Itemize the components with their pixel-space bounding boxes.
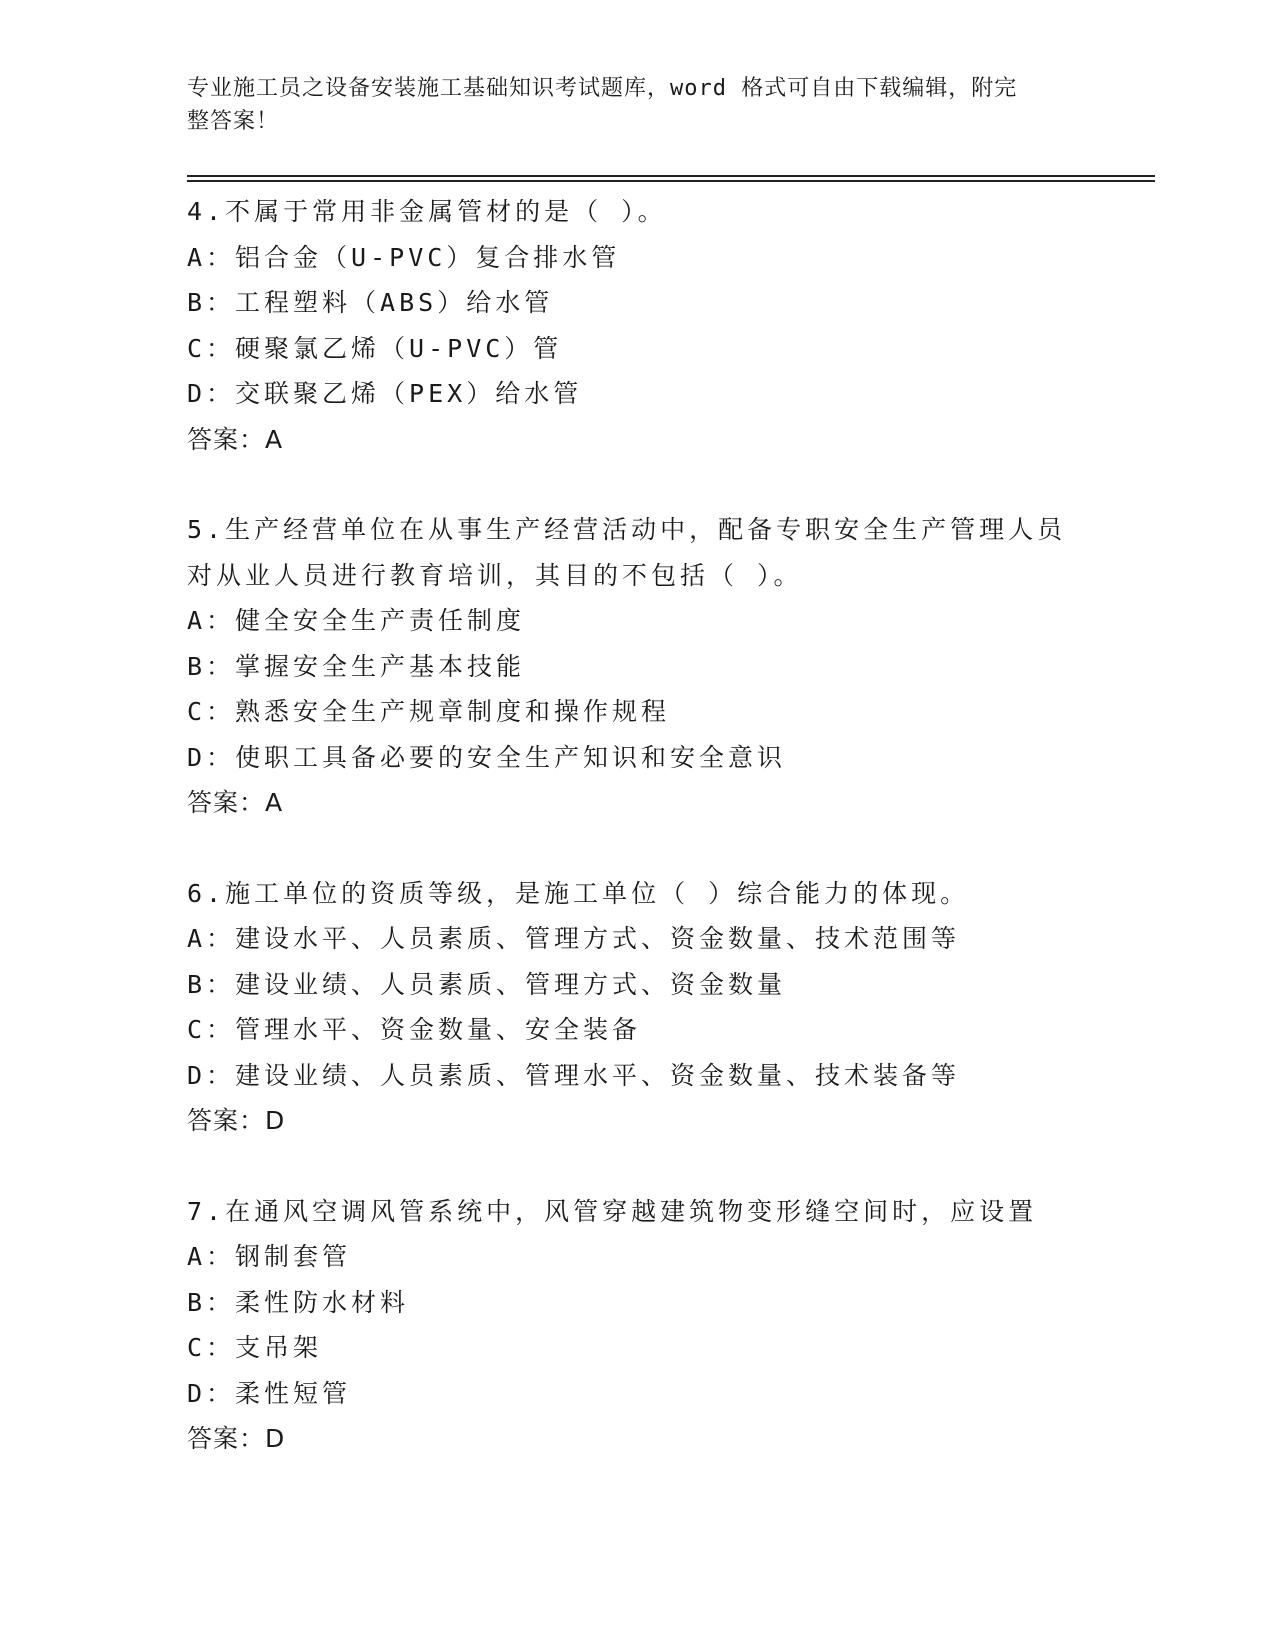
option-b: B：柔性防水材料 bbox=[187, 1287, 410, 1317]
question-stem-line-1: 5.生产经营单位在从事生产经营活动中，配备专职安全生产管理人员 bbox=[187, 515, 1067, 544]
option-a: A：建设水平、人员素质、管理方式、资金数量、技术范围等 bbox=[187, 924, 961, 953]
option-c: C：支吊架 bbox=[187, 1333, 323, 1362]
question-stem-line-2: 对从业人员进行教育培训，其目的不包括（ ）。 bbox=[187, 560, 803, 590]
document-header bbox=[187, 72, 1067, 138]
answer-label: 答案：D bbox=[187, 1424, 286, 1453]
option-b: B：工程塑料（ABS）给水管 bbox=[187, 288, 554, 317]
option-a: A：健全安全生产责任制度 bbox=[187, 606, 526, 635]
option-d: D：建设业绩、人员素质、管理水平、资金数量、技术装备等 bbox=[187, 1060, 961, 1090]
option-b: B：建设业绩、人员素质、管理方式、资金数量 bbox=[187, 969, 787, 999]
option-c: C：硬聚氯乙烯（U-PVC）管 bbox=[187, 333, 563, 363]
question-stem: 4.不属于常用非金属管材的是（ ）。 bbox=[187, 197, 667, 226]
question-4 bbox=[187, 189, 1127, 462]
option-d: D：交联聚乙烯（PEX）给水管 bbox=[187, 379, 583, 408]
question-stem: 6.施工单位的资质等级，是施工单位（ ）综合能力的体现。 bbox=[187, 878, 970, 908]
option-d: D：柔性短管 bbox=[187, 1378, 352, 1408]
question-stem: 7.在通风空调风管系统中，风管穿越建筑物变形缝空间时，应设置 bbox=[187, 1196, 1038, 1226]
option-c: C：熟悉安全生产规章制度和操作规程 bbox=[187, 697, 671, 726]
header-line-1: 专业施工员之设备安装施工基础知识考试题库，word 格式可自由下载编辑，附完 bbox=[187, 76, 1018, 101]
question-list bbox=[187, 189, 1127, 1507]
question-7 bbox=[187, 1189, 1127, 1462]
header-divider-top bbox=[187, 175, 1155, 177]
option-d: D：使职工具备必要的安全生产知识和安全意识 bbox=[187, 742, 787, 772]
answer-label: 答案：A bbox=[187, 788, 284, 817]
header-divider-bottom bbox=[187, 180, 1155, 182]
answer-label: 答案：A bbox=[187, 424, 284, 454]
header-line-2: 整答案！ bbox=[187, 109, 280, 134]
option-a: A：铝合金（U-PVC）复合排水管 bbox=[187, 242, 621, 272]
option-b: B：掌握安全生产基本技能 bbox=[187, 651, 526, 681]
option-a: A：钢制套管 bbox=[187, 1242, 352, 1271]
option-c: C：管理水平、资金数量、安全装备 bbox=[187, 1015, 642, 1044]
question-6 bbox=[187, 871, 1127, 1144]
answer-label: 答案：D bbox=[187, 1106, 286, 1135]
question-5 bbox=[187, 507, 1127, 826]
